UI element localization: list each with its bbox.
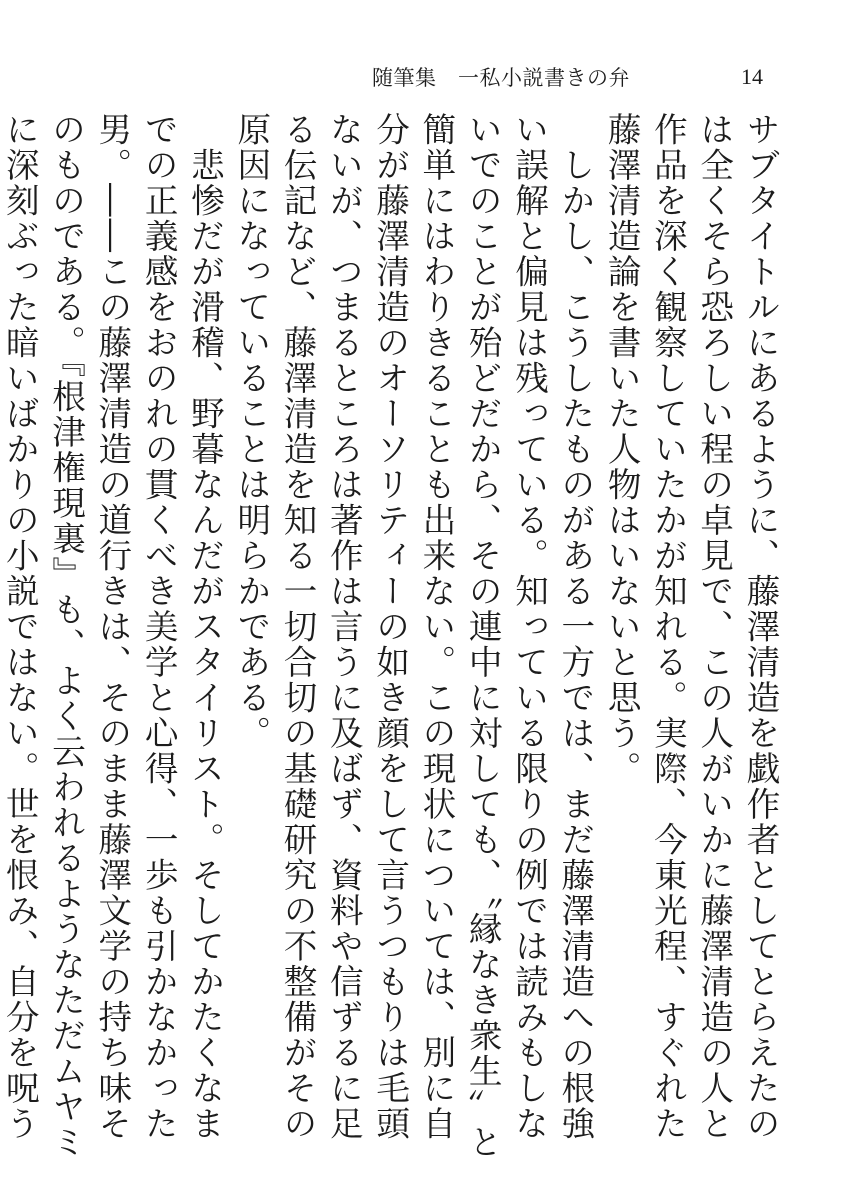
body-text	[0, 112, 783, 1172]
paragraph: 悲惨だが滑稽、野暮なんだがスタイリスト。そしてかたくなまでの正義感をおのれの貫くべき美学と心得、一歩も引かなかった男。――この藤澤清造の道行きは、そのまま藤澤文学の持ち味そのものである。『根津権現裏』も、よく云われるようなただムヤミに深刻ぶった暗いばかりの小説ではない。世を恨み、自分を呪う	[0, 112, 225, 1160]
paragraph: しかし、こうしたものがある一方では、まだ藤澤清造への根強い誤解と偏見は残っている。知っている限りの例では読みもしないでのことが殆どだから、その連中に対しても、〝縁なき衆生〟と簡単にはわりきることも出来ない。この現状については、別に自分が藤澤清造のオーソリティーの如き顔をして言うつもりは毛頭ないが、つまるところは著作は言うに及ばず、資料や信ずるに足る伝記など、藤澤清造を知る一切合切の基礎研究の不整備がその原因になっていることは明らかである。	[231, 112, 595, 1160]
page-number: 14	[741, 64, 763, 89]
paragraph: サブタイトルにあるように、藤澤清造を戯作者としてとらえたのは全くそら恐ろしい程の卓見で、この人がいかに藤澤清造の人と作品を深く観察していたかが知れる。実際、今東光程、すぐれた藤澤清造論を書いた人物はいないと思う。	[602, 112, 780, 1142]
running-head: 随筆集 一私小説書きの弁	[372, 66, 630, 90]
